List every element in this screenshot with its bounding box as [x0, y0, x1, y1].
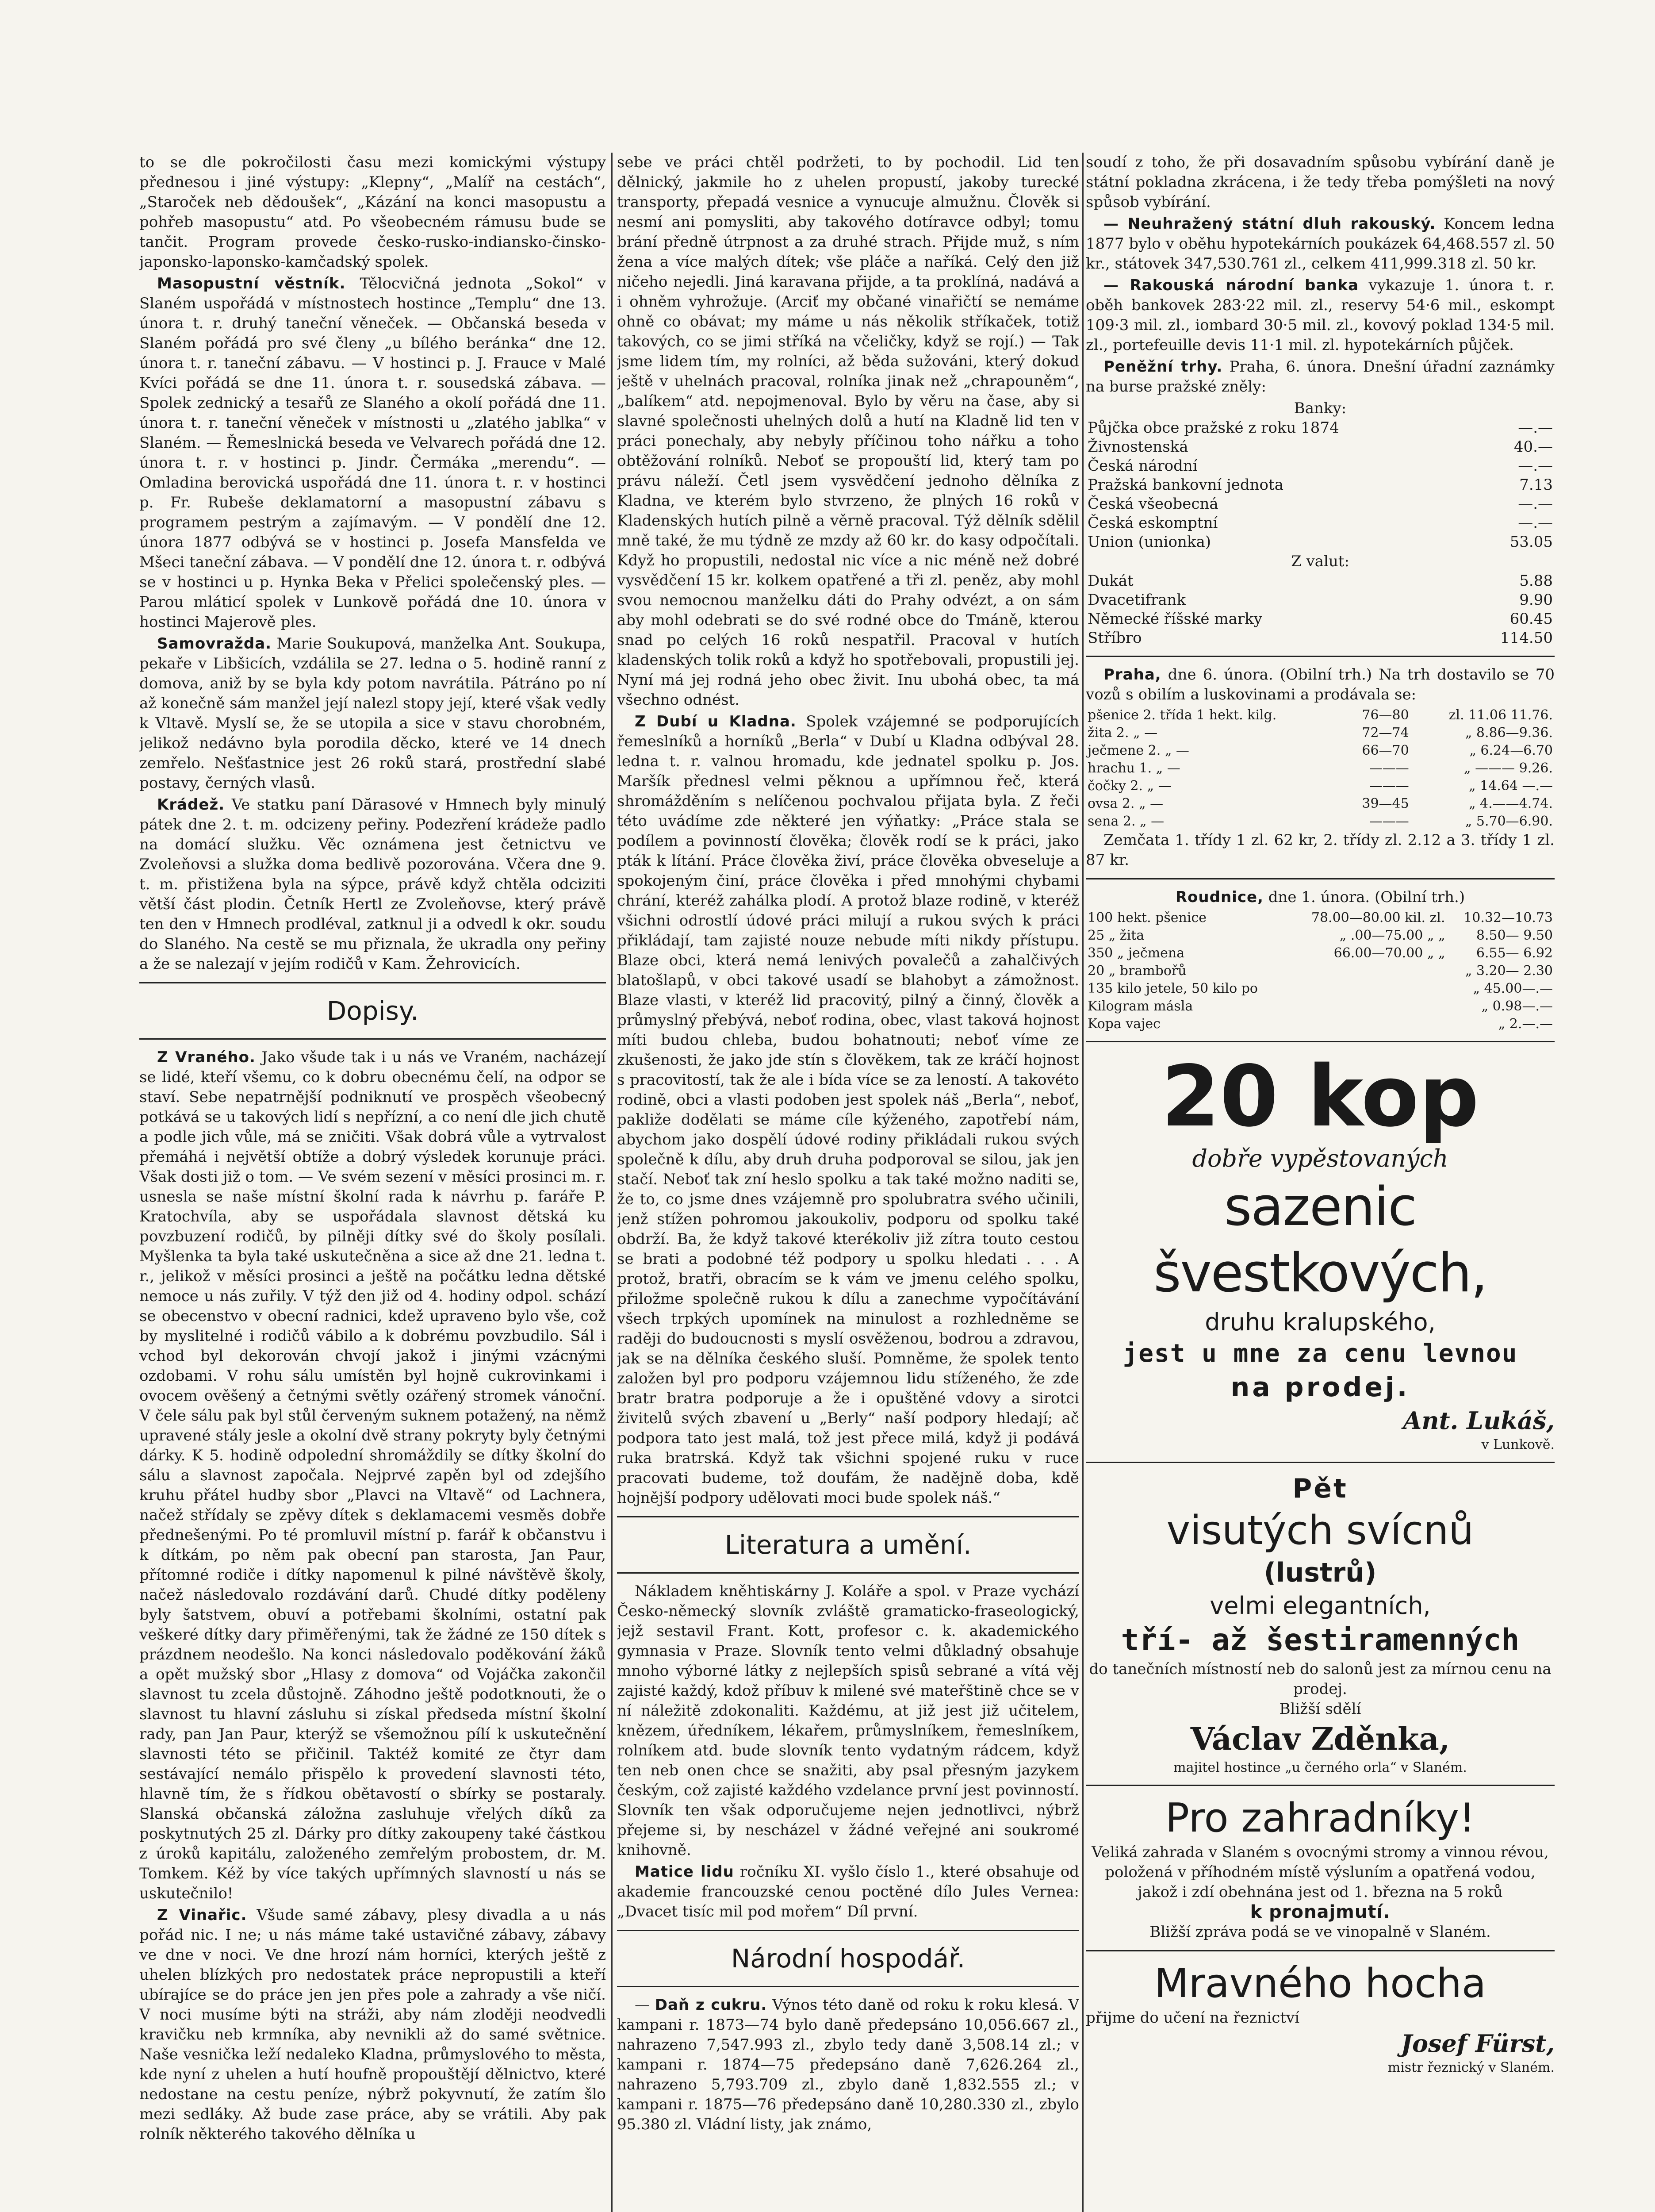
item-heading: Z Vraného. — [157, 1048, 256, 1066]
table-cell: 7.13 — [1519, 476, 1553, 494]
table-row — [1086, 533, 1555, 552]
column-3 — [1086, 153, 1555, 2212]
table-row — [1086, 962, 1555, 980]
ad-headline: Pět — [1292, 1473, 1348, 1504]
table-cell: Pražská bankovní jednota — [1088, 476, 1283, 494]
table-cell: —.— — [1518, 514, 1553, 532]
table-cell: 135 kilo jetele, 50 kilo po — [1088, 981, 1258, 996]
table-cell: 40.— — [1513, 438, 1553, 456]
table-cell: —.— — [1518, 457, 1553, 475]
table-row — [1086, 572, 1555, 591]
table-cell: „ .00—75.00 „ „ — [1339, 928, 1445, 943]
table-cell: 25 „ žita — [1088, 928, 1145, 943]
banks-title: Banky: — [1294, 399, 1347, 417]
letter-item — [139, 1905, 606, 2144]
table-cell: „ 45.00—.— — [1473, 981, 1553, 996]
advert-garden — [1086, 1794, 1555, 1942]
table-cell: 76—80 — [1362, 707, 1409, 723]
table-row — [1086, 724, 1555, 742]
letter-item — [139, 1048, 606, 1904]
table-cell: ječmene 2. „ — — [1088, 743, 1189, 758]
table-cell: Kilogram másla — [1088, 998, 1193, 1014]
table-row — [1086, 813, 1555, 830]
table-row — [1086, 945, 1555, 962]
divider — [1086, 1041, 1555, 1042]
item-text: dne 1. února. (Obilní trh.) — [1268, 888, 1465, 906]
column-2 — [617, 153, 1079, 2212]
item-text: Jako všude tak i u nás ve Vraném, nacházejí se lidé, kteří všemu, co k dobru obecnému čelí, na odpor se staví. Sebe nepatrnější podniknutí ve prospěch všeobecný potkává se u takových lidí s nepřízní, a co není dle jich chutě a podle jich vůle, má se zničiti. Však dobrá vůle a vytrvalost přemáhá i největší obtíže a dobrý výsledek korunuje práci. Však dosti již o tom. — Ve svém sezení v měsíci prosinci m. r. usnesla se naše místní školní rada k návrhu p. faráře P. Kratochvíla, aby se uspořádala slavnost dětská ku povzbuzení rodičů, by pilněji dítky své do školy posílali. Myšlenka ta byla také uskutečněna a sice až dne 21. ledna t. r., jelikož v měsíci prosinci a ještě na počátku ledna dětské nemoce u nás zuřily. V týž den již od 4. hodiny odpol. schází se obecenstvo v obecní radnici, kdež upraveno bylo vše, což by myslitelné i rodičů vábilo a k dobrému povzbudilo. Sál i vchod byl dekorován chvojí jakož i jinými vzácnými ozdobami. V rohu sálu umístěn byl hojně cukrovinkami i ovocem ověšený a četnými světly ozářený stromek vánoční. V čele sálu pak byl stůl červeným suknem potažený, na němž upravené stály jesle a okolní dvě strany pokryty byly četnými dárky. K 5. hodině odpolední shromáždily se dítky školní do sálu a slavnost započala. Nejprvé zapěn byl od zdejšího kruhu přátel hudby sbor „Plavci na Vltavě“ od Lachnera, načež střídaly se zpěvy dítek s deklamacemi vesměs dobře přednešenými. Po té promluvil místní p. farář k občanstvu i k dítkám, po něm pak obecní pan starosta, Jan Paur, přítomné rodiče i dítky napomenul k pilné návštěvě školy, načež následovalo rozdávání darů. Chudé dítky poděleny byly šatstvem, obuví a potřebami školními, ostatní pak veškeré dítky dary přiměřenými, tak že žádné ze 150 dítek s prázdnem neodešlo. Na konci následovalo poděkování žáků a opět mužský sbor „Hlasy z domova“ od Vojáčka zakončil slavnost tu zcela důstojně. Záhodno ještě podotknouti, že o slavnost tu hlavní zásluhu si získal předseda místní školní rady, pan Jan Paur, kterýž se všemožnou pílí k uskutečnění slavnosti této se přičinil. Taktéž komité ze čtyr dam sestávající nemálo přispělo k provedení slavnosti této, hlavně tím, že s řídkou obětavostí o sbírky se postaraly. Slanská občanská záložna zasluhuje vřelých díků za poskytnutých 25 zl. Dárky pro dítky zakoupeny také částkou z úroků kapitálu, založeného zemřelým probostem, dr. M. Tomkem. Kéž by více takých upřímných slavností u nás se uskutečnilo! — [139, 1048, 606, 1902]
table-row — [1086, 1015, 1555, 1033]
ad-place: mistr řeznický v Slaném. — [1387, 2060, 1555, 2075]
item-heading: — Neuhražený státní dluh rakouský. — [1103, 215, 1436, 233]
currency-title: Z valut: — [1291, 553, 1349, 570]
item-text: Marie Soukupová, manželka Ant. Soukupa, pekaře v Libšicích, vzdálila se 27. ledna o 5. hodině ranní z domova, aniž by se byla kdy potom navrátila. Pátráno po ní až konečně sám manžel její nalezl stopy její, které však vedly k Vltavě. Myslí se, že se utopila a sice v stavu chorobném, jelikož nedávno byla porodila děcko, které ve 14 dnech zemřelo. Nešťastnice jest 26 roků stará, prostřední slabé postavy, černých vlasů. — [139, 635, 606, 792]
table-cell: „ ——— 9.26. — [1464, 760, 1553, 776]
ad-line: Bližší sdělí — [1279, 1700, 1361, 1718]
ad-headline: tří- až šestiramenných — [1121, 1623, 1520, 1658]
column-1 — [139, 153, 606, 2212]
table-cell: 78.00—80.00 kil. zl. — [1311, 910, 1445, 926]
table-cell: 72—74 — [1362, 725, 1409, 741]
ad-headline: Pro zahradníky! — [1165, 1795, 1475, 1841]
table-row — [1086, 476, 1555, 495]
item-heading: Roudnice, — [1175, 888, 1264, 906]
ad-headline: Mravného hocha — [1154, 1960, 1486, 2007]
table-cell: —.— — [1518, 495, 1553, 513]
divider — [1086, 878, 1555, 879]
table-cell: Dvacetifrank — [1088, 591, 1186, 609]
table-cell: „ 2.—.— — [1498, 1016, 1553, 1032]
table-row — [1086, 591, 1555, 610]
divider — [1086, 1785, 1555, 1786]
table-row — [1086, 438, 1555, 457]
ad-line: na prodej. — [1230, 1372, 1410, 1403]
article-continuation: sebe ve práci chtěl podržeti, to by pochodil. Lid ten dělnický, jakmile ho z uhelen propustí, jakoby turecké transporty, přepadá vesnice a vynucuje almužnu. Člověk si nesmí ani pomysliti, aby takového dotíravce odbyl; tomu brání předně útrpnost a za druhé strach. Přijde muž, s ním žena a více malých dítek; vše pláče a naříká. Celý den již ničeho nejedli. Jiná karavana přijde, a ta proklíná, nadává a i ohněm vyhrožuje. (Arciť my občané vinařičtí se nemáme ohně co obávat; my máme u nás několik stříkaček, totiž takových, co se jimi stříká na včeličky, když se rojí.) — Tak jsme lidem tím, my rolníci, až běda sužováni, který dokud ještě v uhelnách pracoval, rolníka jinak než „chrapouněm“, „balíkem“ atd. nepojmenoval. Bylo by věru na čase, aby si slavné společnosti uhelných dolů a hutí na Kladně lid ten v práci ponechaly, aby nebyly příčinou toho nářku a toho obtěžování rolníků. Neboť se propouští lid, který tam po právu náleží. Četl jsem vysvědčení jednoho dělníka z Kladna, ve kterém bylo stvrzeno, že plných 16 roků v Kladenských hutích pilně a věrně pracoval. Týž dělník sdělil mně také, že mu týdně ze mzdy až 60 kr. do kasy odpočítali. Když ho propustili, nedostal nic více a nic méně než dobré vysvědčení 15 kr. kolkem opatřené a tři zl. peněz, aby mohl svou nemocnou manželku dáti do Prahy odvézt, a on sám aby mohl odebrati se do své rodné obce do Tmáně, kterou snad po celých 16 roků nespatřil. Pracoval v hutích kladenských tolik roků a když ho spotřebovali, propustili jej. Nyní má jej rodná jeho obec živit. Inu ubohá obec, ta má všechno odnést. — [617, 154, 1079, 709]
ad-line: jest u mne za cenu levnou — [1122, 1339, 1518, 1368]
item-heading: Masopustní věstník. — [157, 275, 346, 292]
ad-line: Veliká zahrada v Slaném s ovocnými stromy a vinnou révou, položená v příhodném místě výsluním a opatřená vodou, jakož i zdí obehnána jest od 1. března na 5 roků — [1092, 1843, 1549, 1901]
divider — [617, 1930, 1079, 1931]
ad-headline: sazenic švestkových, — [1153, 1176, 1487, 1304]
table-cell: 66.00—70.00 „ „ — [1333, 945, 1445, 961]
table-cell: žita 2. „ — — [1088, 725, 1158, 741]
ad-line: dobře vypěstovaných — [1192, 1144, 1448, 1172]
grain-table — [1086, 707, 1555, 830]
table-cell: Česká národní — [1088, 457, 1198, 475]
table-row — [1086, 909, 1555, 927]
table-cell: 6.55— 6.92 — [1476, 945, 1553, 961]
advert-plum-seedlings — [1086, 1050, 1555, 1454]
literature-item — [617, 1862, 1079, 1922]
table-row — [1086, 742, 1555, 760]
ad-line: přijme do učení na řeznictví — [1086, 2009, 1300, 2027]
letter-item — [617, 712, 1079, 1508]
divider — [617, 1572, 1079, 1574]
table-cell: „ 6.24—6.70 — [1469, 743, 1553, 758]
table-cell — [1287, 1015, 1447, 1033]
economy-item: — Daň z cukru. Výnos této daně od roku k roku klesá. V kampani r. 1873—74 bylo daně předepsáno 10,056.667 zl., nahrazeno 7,547.993 zl., zbylo tedy daně 3,508.14 zl.; v kampani r. 1874—75 předepsáno daně 7,626.264 zl., nahrazeno 5,793.709 zl., zbylo daně 1,832.555 zl.; v kampani r. 1875—76 předepsáno daně 10,280.330 zl., zbylo 95.380 zl. Vládní listy, jak známo, — [617, 1996, 1079, 2133]
table-row — [1086, 610, 1555, 629]
literature-item: Nákladem kněhtiskárny J. Koláře a spol. v Praze vychází Česko-německý slovník zvláště gramaticko-fraseologický, jejž sestavil Frant. Kott, profesor c. k. akademického gymnasia v Praze. Slovník tento velmi důkladný obsahuje mnoho výborné látky z nejlepších spisů sebrané a vítá věj zajisté každý, kdož příbuv k milené své mateřštině chce se v ní náležitě zdokonaliti. Každému, at již jest již učitelem, knězem, úředníkem, lékařem, průmyslníkem, řemeslníkem, rolníkem atd. bude slovník tento vydatným rádcem, když ten neb onen chce se snažiti, aby psal přesným jazykem českým, což zajisté každého vzdelance první jest povinností. Slovník ten však odporučujeme nejen jednotlivci, nýbrž přejeme si, by nescházel v žádné veřejné ani soukromé knihovně. — [617, 1582, 1079, 1859]
section-title-literatura: Literatura a umění. — [724, 1530, 972, 1560]
table-row — [1086, 495, 1555, 514]
ad-signature: Ant. Lukáš, — [1403, 1406, 1555, 1435]
table-cell: hrachu 1. „ — — [1088, 760, 1180, 776]
table-cell: „ 8.86—9.36. — [1465, 725, 1553, 741]
table-row — [1086, 457, 1555, 476]
item-text: Výnos této daně od roku k roku klesá. V kampani r. 1873—74 bylo daně předepsáno 10,056.667 zl., nahrazeno 7,547.993 zl., zbylo tedy daně 3,508.14 zl.; v kampani r. 1874—75 předepsáno daně 7,626.264 zl., nahrazeno 5,793.709 zl., zbylo daně 1,832.555 zl.; v kampani r. 1875—76 předepsáno daně 10,280.330 zl., zbylo 95.380 zl. Vládní listy, jak známo, — [617, 1996, 1079, 2133]
table-cell: „ 4.——4.74. — [1468, 796, 1553, 811]
item-heading: Matice lidu — [635, 1863, 734, 1881]
table-cell: ——— — [1369, 778, 1409, 794]
ad-signature: Josef Fürst, — [1401, 2029, 1555, 2058]
table-cell: „ 5.70—6.90. — [1465, 814, 1553, 829]
ad-line: k pronajmutí. — [1250, 1902, 1391, 1922]
table-cell: 9.90 — [1519, 591, 1553, 609]
ad-line: do tanečních místností neb do salonů jest za mírnou cenu na prodej. — [1089, 1660, 1552, 1698]
news-item — [139, 634, 606, 793]
divider — [139, 1038, 606, 1040]
economy-item — [1086, 214, 1555, 274]
item-text: Praha, 6. února. Dnešní úřadní zaznámky na burse pražské zněly: — [1086, 358, 1555, 396]
section-title-hospodar: Národní hospodář. — [731, 1943, 965, 1974]
table-cell: Živnostenská — [1088, 438, 1188, 456]
table-cell: 8.50— 9.50 — [1476, 928, 1553, 943]
item-heading: Z Dubí u Kladna. — [635, 713, 797, 730]
table-cell: Stříbro — [1088, 629, 1142, 647]
table-cell: Půjčka obce pražské z roku 1874 — [1088, 419, 1339, 437]
zemcata-text: Zemčata 1. třídy 1 zl. 62 kr, 2. třídy zl. 2.12 a 3. třídy 1 zl. 87 kr. — [1086, 831, 1555, 869]
item-text: Spolek vzájemné se podporujících řemeslníků a horníků „Berla“ v Dubí u Kladna odbýval 28. ledna t. r. valnou hromadu, kde jednatel spolku p. Jos. Maršík přednesl velmi pěknou a upřímnou řeč, která shromážděním s nelíčenou pochvalou přijata byla. Z řeči této uvádíme zde některé jen výňatky: „Práce stala se podílem a povinností člověka; člověk rodí se k práci, jako pták k lítání. Práce člověka živí, práce člověka obveseluje a spokojeným činí, práce člověka i před mnohými chybami chrání, kteréž zahálka plodí. A protož blaze rodině, v kteréž všichni odrostlí údové práci milují a rukou svých k práci přikládají, tam zajisté nouze nebude míti nikdy přístupu. Blaze obci, která nemá lenivých povalečů a zahalčivých blatošlapů, v obci takové usadí se blahobyt a zámožnost. Blaze vlasti, v kteréž lid pracovitý, pilný a činný, člověk a průmyslný přebývá, neboť rodina, obec, vlast taková hojnost míti budou chleba, budou bohatnouti; neboť víme ze zkušenosti, že jako jde stín s člověkem, tak ze kráčí hojnost s pracovitostí, tak že ale i bída více se za leností. A takovéto rodině, obci a vlasti podoben jest spolek náš „Berla“, neboť, pakliže dodělati se máme cíle kýženého, zapotřebí nám, abychom jako dospělí údové rodiny přikládali rukou svých společně k dílu, aby druh druha podporoval se silou, jak jen stačí. Neboť tak zní heslo spolku a tak také možno naditi se, že to, co jsme dnes vzájemně pro spolubratra svého učinili, jenž stížen pohromou jakoukoliv, podporu od spolku také obdrží. Ba, že když takové kterékoliv již zítra touto cestou se brati a podobné též podpory u spolku hledati . . . A protož, bratři, obracím se k vám ve jmenu celého spolku, přiložme společně rukou k dílu a zanechme vypočítávání všech trpkých upomínek na minulost a rozhledněme se raději do budoucnosti s myslí osvěženou, bodrou a zdravou, jak se na dělníka českého sluší. Pomněme, že spolek tento založen byl pro podporu vzájemnou lidu stíženého, že zde bratr bratra podporuje a že i opuštěné vdovy a sirotci živitelů svých zbavení u „Berly“ naší podpory hledají; ač podpora tato jest malá, tož jest přece milá, když ji podává ruka bratrská. Když tak všichni spojené ruku v ruce pracovati budeme, tož doufám, že nadějně doba, kdě hojnější podpory udělovati moci bude spolek náš.“ — [617, 713, 1079, 1507]
ad-line: velmi elegantních, — [1210, 1592, 1431, 1620]
table-cell: ovsa 2. „ — — [1088, 796, 1164, 811]
table-cell: čočky 2. „ — — [1088, 778, 1172, 794]
divider — [139, 982, 606, 983]
roudnice-table — [1086, 909, 1555, 1033]
item-text: Ve statku paní Dărasové v Hmnech byly minulý pátek dne 2. t. m. odcizeny peřiny. Podezření krádeže padlo na domácí služku. Věc oznámena jest četnictvu ve Zvoleňovsi a služka doma bedlivě pozorována. Včera dne 9. t. m. přistižena byla na sýpce, právě když chtěla odciziti větší část plodin. Četník Hertl ze Zvoleňovse, který právě ten den v Hmnech prodléval, zatknul ji a odvedl k okr. soudu do Slaného. Na cestě se mu přiznala, že ukradla ony peřiny a že se nalezají v jejím rodičů v Kam. Žehrovicích. — [139, 796, 606, 973]
table-cell: „ 0.98—.— — [1481, 998, 1553, 1014]
ad-line: druhu kralupského, — [1205, 1308, 1436, 1336]
divider — [617, 1516, 1079, 1517]
item-heading: Z Vinařic. — [157, 1906, 247, 1924]
table-cell: Kopa vajec — [1088, 1016, 1161, 1032]
economy-item — [1086, 276, 1555, 355]
table-cell: sena 2. „ — — [1088, 814, 1165, 829]
item-text: Koncem ledna 1877 bylo v oběhu hypotekárních poukázek 64,468.557 zl. 50 kr., státovek 347,530.761 zl., celkem 411,999.318 zl. 50 kr. — [1086, 215, 1555, 273]
item-heading: — Rakouská národní banka — [1103, 276, 1359, 294]
table-cell: 66—70 — [1362, 743, 1409, 758]
table-cell: 60.45 — [1509, 610, 1553, 628]
banks-table — [1086, 419, 1555, 552]
table-cell: 100 hekt. pšenice — [1088, 910, 1207, 926]
table-cell: 5.88 — [1519, 572, 1553, 590]
table-row — [1086, 980, 1555, 998]
item-heading: Samovražda. — [157, 635, 272, 653]
table-cell: 53.05 — [1509, 533, 1553, 551]
table-cell: pšenice 2. třída 1 hekt. kilg. — [1088, 707, 1277, 723]
ad-line: Bližší zpráva podá se ve vinopalně v Slaném. — [1149, 1923, 1491, 1941]
table-cell: 114.50 — [1500, 629, 1553, 647]
divider — [1086, 1462, 1555, 1463]
grain-market-item — [1086, 665, 1555, 705]
table-cell: —.— — [1518, 419, 1553, 437]
table-cell: 20 „ brambořů — [1088, 963, 1187, 979]
item-heading: Praha, — [1103, 666, 1161, 684]
table-cell — [1287, 962, 1447, 980]
item-text: vykazuje 1. února t. r. oběh bankovek 283·22 mil. zl., reservy 54·6 mil., eskompt 109·3 mil. zl., iombard 30·5 mil. zl., kovový poklad 134·5 mil. zl., portefeuille devis 11·1 mil. zl. hypotekárních půjček. — [1086, 276, 1555, 354]
advert-apprentice — [1086, 1959, 1555, 2077]
ad-place: v Lunkově. — [1481, 1437, 1555, 1452]
divider — [1086, 656, 1555, 657]
ad-signature: Václav Zděnka, — [1190, 1720, 1450, 1757]
table-cell: zl. 11.06 11.76. — [1448, 707, 1553, 723]
item-heading: Peněžní trhy. — [1103, 358, 1223, 376]
table-row — [1086, 998, 1555, 1015]
table-row — [1086, 514, 1555, 533]
ad-headline: visutých svícnů — [1166, 1507, 1474, 1554]
table-row — [1086, 760, 1555, 777]
table-cell: Dukát — [1088, 572, 1134, 590]
ad-line: (lustrů) — [1264, 1557, 1377, 1588]
article-continuation: to se dle pokročilosti času mezi komickými výstupy přednesou i jiné výstupy: „Klepny“, „Malíř na cestách“, „Staroček neb dědoušek“, „Kázání na konci masopustu a pohřeb masopustu“ atd. Po všeobecném rámusu bude se tančit. Program provede česko-rusko-indiansko-činsko-japonsko-laponsko-kamčadský spolek. — [139, 154, 606, 271]
item-text: Všude samé zábavy, plesy divadla a u nás pořád nic. I ne; u nás máme také ustavičné zábavy, zábavy ve dne v noci. Ve dne hrozí nám horníci, kterých ještě z uhelen blízkých pro nedostatek práce nepropustili a kteří ubírajíce se do práce jen jen přes pole a zahrady a vše ničí. V noci musíme býti na stráži, aby nám zloději neodvedli kravičku neb krmníka, aby nevnikli až do samé světnice. Naše vesnička leží nedaleko Kladna, průmyslového to města, kde nyní z uhelen a hutí houfně propouštějí dělnictvo, které nedostane na cestu peníze, nýbrž pokyvnutí, že zatím šlo mezi sedláky. Až bude zase práce, aby se vrátili. Aby pak rolník některého takového dělníka u — [139, 1906, 606, 2143]
table-cell: 10.32—10.73 — [1463, 910, 1553, 926]
ad-headline: 20 kop — [1161, 1048, 1479, 1145]
table-cell: „ 3.20— 2.30 — [1465, 963, 1553, 979]
table-cell: 39—45 — [1362, 796, 1409, 811]
column-rule — [611, 153, 613, 2212]
article-continuation: soudí z toho, že při dosavadním spůsobu vybírání daně je státní pokladna zkrácena, i že tedy třeba pomýšleti na nový spůsob vybírání. — [1086, 154, 1555, 211]
table-cell: Česká eskomptní — [1088, 514, 1218, 532]
table-cell: ——— — [1369, 760, 1409, 776]
table-cell: ——— — [1369, 814, 1409, 829]
table-row — [1086, 795, 1555, 813]
section-title-dopisy: Dopisy. — [326, 996, 419, 1026]
news-item — [139, 274, 606, 632]
advert-chandeliers — [1086, 1471, 1555, 1777]
table-cell: „ 14.64 —.— — [1468, 778, 1553, 794]
item-text: Tělocvičná jednota „Sokol“ v Slaném uspořádá v místnostech hostince „Templu“ dne 13. února t. r. druhý taneční věneček. — Občanská beseda v Slaném pořádá pro své členy „u bílého beránka“ dne 12. února t. r. taneční zábavu. — V hostinci p. J. Frauce v Malé Kvíci pořádá se dne 11. února t. r. sousedská zábava. — Spolek zednický a tesařů ze Slaného a okolí pořádá dne 11. února t. r. taneční věneček v místnosti u „zlatého jablka“ v Slaném. — Řemeslnická beseda ve Velvarech pořádá dne 12. února t. r. v hostinci p. Jindr. Čermáka „merendu“. — Omladina berovická uspořádá dne 11. února t. r. v hostinci p. Fr. Rubeše deklamatorní a masopustní zábavu s programem pestrým a zajímavým. — V pondělí dne 12. února 1877 odbývá se v hostinci p. Josefa Mansfelda ve Mšeci taneční zábava. — V pondělí dne 12. února t. r. odbývá se v hostinci u p. Hynka Beka v Přelici společenský ples. — Parou mláticí spolek v Lunkově pořádá dne 10. února v hostinci Majerově ples. — [139, 275, 606, 631]
item-heading: Krádež. — [157, 796, 225, 814]
table-row — [1086, 629, 1555, 648]
currency-table — [1086, 572, 1555, 648]
table-cell — [1287, 998, 1447, 1015]
column-rule — [1082, 153, 1084, 2212]
table-row — [1086, 419, 1555, 438]
table-row — [1086, 707, 1555, 724]
table-cell: Česká všeobecná — [1088, 495, 1218, 513]
divider — [617, 1986, 1079, 1987]
table-cell — [1287, 980, 1447, 998]
item-text: ročníku XI. vyšlo číslo 1., které obsahuje od akademie francouzské cenou poctěné dílo Jules Vernea: „Dvacet tisíc mil pod mořem“ Díl první. — [617, 1863, 1079, 1920]
news-item — [139, 795, 606, 974]
item-text: dne 6. února. (Obilní trh.) Na trh dostavilo se 70 vozů s obilím a luskovinami a prodávala se: — [1086, 666, 1555, 703]
ad-place: majitel hostince „u černého orla“ v Slaném. — [1173, 1760, 1467, 1775]
roudnice-item — [1086, 887, 1555, 907]
table-cell: Německé říšské marky — [1088, 610, 1262, 628]
divider — [1086, 1950, 1555, 1951]
table-cell: 350 „ ječmena — [1088, 945, 1185, 961]
item-heading: Daň z cukru. — [655, 1996, 767, 2014]
table-cell: Union (unionka) — [1088, 533, 1211, 551]
table-row — [1086, 927, 1555, 945]
market-item — [1086, 357, 1555, 397]
table-row — [1086, 777, 1555, 795]
